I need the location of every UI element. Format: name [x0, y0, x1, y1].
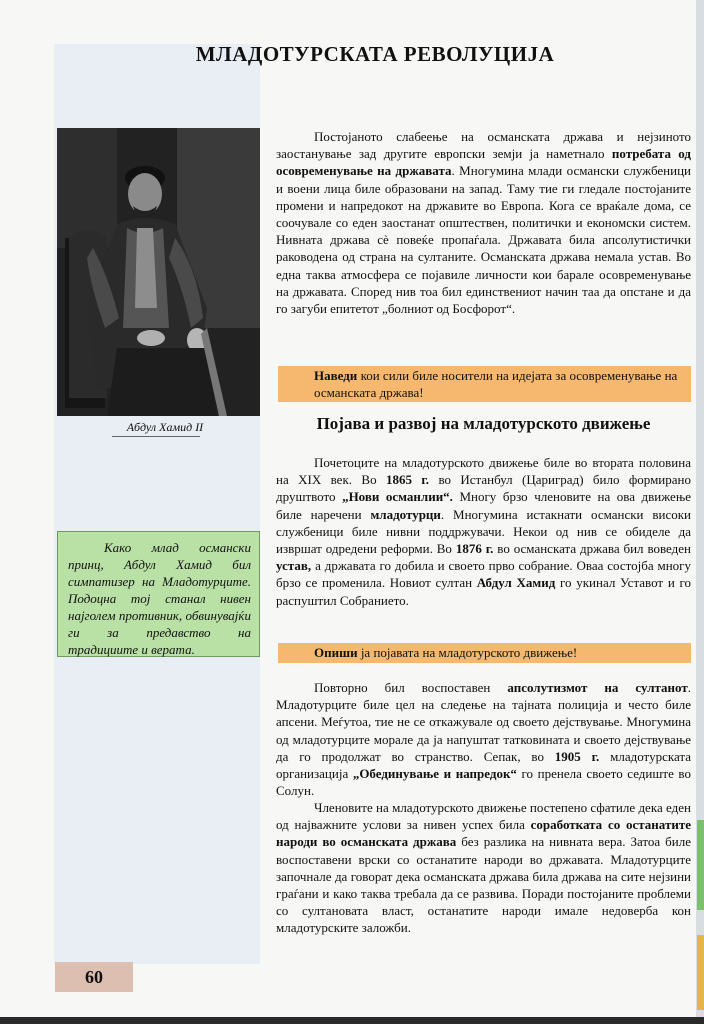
section-paragraph-3 — [276, 679, 691, 799]
paragraph3-segment: 1905 г. — [554, 748, 600, 764]
paragraph2-segment: во Истанбул (Цариград) било формирано друштвото — [276, 472, 691, 505]
task1-segment: кои сили биле носители на идејата за осовременување на османската држава! — [314, 368, 678, 400]
page-title: МЛАДОТУРСКАТА РЕВОЛУЦИЈА — [195, 42, 555, 66]
paragraph2-segment: „Нови османлии“. — [342, 489, 453, 505]
scan-bottom-edge — [0, 1017, 704, 1024]
paragraph2-segment: Почетоците на младотурското движење биле во втората половина на XIX век. Во — [276, 455, 691, 488]
page-number: 60 — [55, 962, 133, 992]
paragraph-4 — [276, 799, 691, 937]
section-paragraph-4 — [276, 799, 691, 937]
paragraph2-segment: во османската држава бил воведен — [493, 541, 691, 557]
paragraph2-segment: Многу брзо членовите на ова движење биле наречени — [276, 489, 691, 522]
paragraph1-segment: потребата од осовременување на државата — [276, 146, 691, 179]
paragraph3-segment: апсолутизмот на султанот — [507, 680, 688, 695]
paragraph3-segment: „Обединување и напредок“ — [352, 766, 517, 782]
paragraph3-segment: Повторно бил воспоставен — [314, 680, 508, 695]
paragraph2-segment: Абдул Хамид — [476, 575, 556, 591]
task-box-2 — [278, 643, 691, 663]
intro-paragraph — [276, 128, 691, 317]
section-heading: Појава и развој на младотурското движење — [316, 414, 651, 433]
paragraph-1 — [276, 128, 691, 317]
sidebar-note: Како млад османски принц, Абдул Хамид бил симпатизер на Младотурците. Подоцна тој станал нивен најголем противник, обвинувајќи ги за предавство на традициите и верата. — [57, 531, 260, 657]
paragraph-2 — [276, 454, 691, 609]
paragraph2-segment: . Многумина истакнати османски високи службеници биле нивни поддржувачи. Некои од нив се обиделе да извршат одредени реформи. Во — [276, 506, 691, 557]
task2-segment: Опиши — [314, 645, 358, 660]
paragraph-3 — [276, 679, 691, 799]
paragraph1-segment: . Многумина млади османски службеници и воени лица биле образовани на запад. Таму тие ги гледале постојаните промени и напредокот на државите во Европа. Кога се враќале дома, се соочувале со еден заостанат општествен, политички и економски систем. Нивната држава сè повеќе пропаѓала. Државата била апсолутистички раководена од страна на султаните. Османската држава немала устав. Во една таква атмосфера се појавиле личности кои барале осовременување на државата. Според нив тоа бил единствениот начин таа да опстане и да го загуби епитетот „болниот од Босфорот“. — [276, 163, 691, 317]
paragraph3-segment: го пренела своето седиште во Солун. — [276, 766, 691, 799]
paragraph4-segment: без разлика на нивната вера. Затоа биле воспоставени врски со останатите народи во државата. Младотурците започнале да говорат дека османската држава била држава на сите нејзини граѓани и како таква требала да се развива. Поради постојаните проблеми со султановата власт, останатите народи имале недоверба кон младотурските заложби. — [276, 834, 691, 936]
task1-segment: Наведи — [314, 368, 358, 383]
task-box-1 — [278, 366, 691, 402]
edge-yellow-mark — [697, 935, 704, 1010]
paragraph2-segment: устав, — [276, 558, 312, 574]
portrait-photo — [57, 128, 260, 416]
paragraph2-segment: 1865 г. — [385, 472, 430, 488]
caption-underline — [112, 436, 200, 437]
paragraph1-segment: Постојаното слабеење на османската држава и нејзиното заостанување зад другите европски земји ја наметнало — [276, 129, 691, 162]
paragraph3-segment: . Младотурците биле цел на следење на тајната полиција и често биле апсени. Меѓутоа, тие не се откажувале од своето дејствување. Многумина од младотурците морале да ја напуштат татковината и своето дејствување да го продолжат во странство. Сепак, во — [276, 680, 691, 764]
edge-green-mark — [697, 820, 704, 910]
paragraph2-segment: а државата го добила и своето прво собрание. Оваа состојба многу брзо се променила. Новиот султан — [276, 558, 691, 591]
paragraph4-segment: соработката со останатите народи во османската држава — [276, 817, 691, 850]
paragraph2-segment: го укинал Уставот и го распуштил Собранието. — [276, 575, 691, 608]
paragraph4-segment: Членовите на младотурското движење постепено сфатиле дека еден од најважните услови за нивен успех била — [276, 800, 691, 833]
paragraph2-segment: младотурци — [370, 506, 441, 522]
portrait-illustration — [57, 128, 260, 416]
paragraph2-segment: 1876 г. — [455, 541, 494, 557]
paragraph3-segment: младотурската организација — [276, 748, 691, 782]
photo-caption: Абдул Хамид II — [126, 420, 204, 434]
section-paragraph-2 — [276, 454, 691, 609]
task2-segment: ја појавата на младотурското движење! — [357, 645, 578, 660]
